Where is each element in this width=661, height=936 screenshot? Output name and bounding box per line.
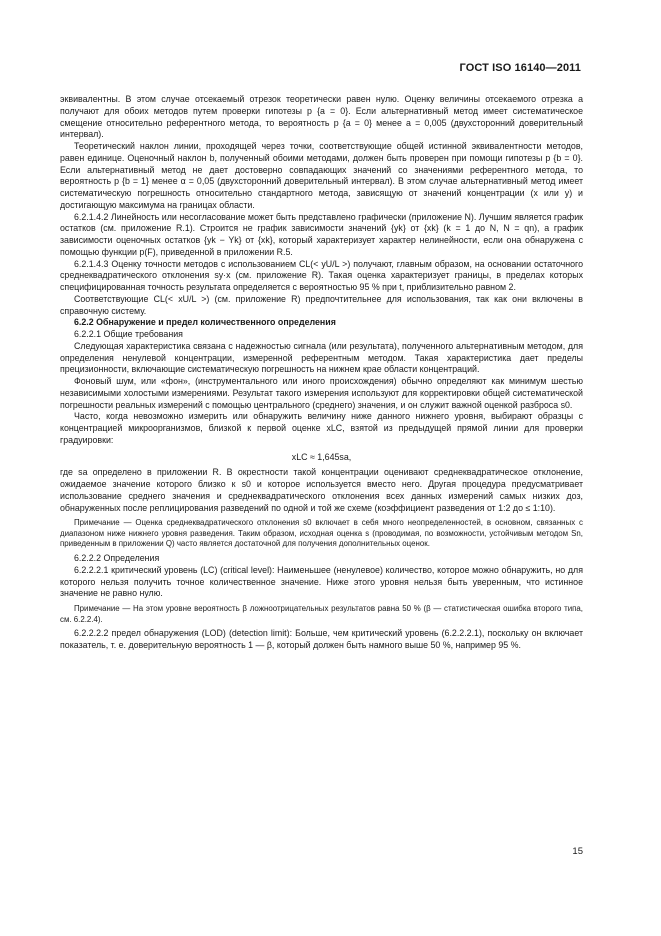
paragraph-intercept: эквивалентны. В этом случае отсекаемый отрезок теоретически равен нулю. Оценку величины отсекаемого отрезка a получают для обоих методов путем проверки гипотезы p {a = 0}. Если альтернативный метод имеет систематическое смещение относительно референтного метода, то вероятность p {a = 0} менее a = 0,005 (двухсторонний доверительный интервал).: [60, 94, 583, 140]
paragraph-reliability: Следующая характеристика связана с надежностью сигнала (или результата), полученного альтернативным методом, для определения ненулевой концентрации, измеренной референтным методом. Такая характеристика дает пределы прецизионности, включающие систематическую погрешность на нижнем крае области концентраций.: [60, 340, 583, 375]
formula-xlc: xLC ≈ 1,645sa,: [291, 451, 352, 462]
paragraph-background-noise: Фоновый шум, или «фон», (инструментального или иного происхождения) обычно определяют как минимум шестью независимыми холостыми измерениями. Результат такого измерения используют для корректировки общей систематической погрешности реальных измерений с помощью центрального (среднего) значения, и он служит важной оценкой разброса s0.: [60, 376, 583, 410]
page-number: 15: [572, 846, 583, 857]
subsection-heading-6-2-2-2: 6.2.2.2 Определения: [74, 553, 160, 564]
definition-detection-limit: 6.2.2.2.2 предел обнаружения (LOD) (detection limit): Больше, чем критический уровень (6.2.2.2.1), поскольку он включает показатель, т. е. доверительную вероятность 1 — β, который должен быть намного выше 50 %, например 95 %.: [60, 628, 583, 650]
paragraph-confidence-limits: Соответствующие CL(< xU/L >) (см. приложение R) предпочтительнее для использования, так как они включены в справочную систему.: [60, 293, 583, 316]
body-text: [60, 94, 583, 652]
definition-critical-level: 6.2.2.2.1 критический уровень (LC) (critical level): Наименьшее (ненулевое) количество, которое можно обнаружить, но для которого нельзя получить точное количественное значение. Ниже этого уровня нельзя быть уверенным, что истинное значение не равно нулю.: [60, 564, 583, 599]
paragraph-slope: Теоретический наклон линии, проходящей через точки, соответствующие общей истинной эквивалентности методов, равен единице. Оценочный наклон b, полученный обоими методами, должен быть проверен при помощи гипотезы p {b = 0}. Если альтернативный метод не дает достоверно совпадающих значений со значениями референтного метода, то вероятность p {b = 1} менее α = 0,05 (двухсторонний доверительный интервал). В этом случае альтернативный метод имеет систематическую погрешность относительно стандартного метода, зависящую от значений концентрации (x или y) и достигающую максимума на границах области.: [60, 141, 583, 210]
running-header: ГОСТ ISO 16140—2011: [459, 62, 581, 74]
clause-6-2-1-4-3: 6.2.1.4.3 Оценку точности методов с использованием CL(< yU/L >) получают, главным образом, на основании остаточного среднеквадратического отклонения sy·x (см. приложение R). Такая оценка характеризует границы, в пределах которых специфицированная точность результата определяется с вероятностью 95 % при t, приблизительно равном 2.: [60, 258, 583, 292]
paragraph-sa-definition: где sa определено в приложении R. В окрестности такой концентрации оценивают среднеквадратическое отклонение, ожидаемое значение которого близко к s0 и которое используется вместо него. Другая процедура предусматривает использование среднего значения и среднеквадратического отклонения всех данных измерений самых низких доз, обнаруженных после реплицирования разведений по одной и той же схеме (коэффициент разведения от 1:2 до ≤ 1:10).: [60, 467, 583, 513]
note-s0: Примечание — Оценка среднеквадратического отклонения s0 включает в себя много неопределенностей, в основном, связанных с диапазоном ниже нижнего уровня разведения. Таким образом, исходная оценка s (проводимая, по возможности, устойчивым методом Sn, приведенным в приложении Q) часто является достаточной для получения дополнительных оценок.: [60, 518, 583, 549]
note-beta: Примечание — На этом уровне вероятность β ложноотрицательных результатов равна 50 % (β — статистическая ошибка второго типа, см. 6.2.2.4).: [60, 604, 583, 624]
paragraph-lower-level: Часто, когда невозможно измерить или обнаружить величину ниже данного нижнего уровня, выбирают образцы с концентрацией микроорганизмов, близкой к первой оценке xLC, взятой из предыдущей прямой линии для проверки градуировки:: [60, 411, 583, 445]
section-heading-6-2-2: 6.2.2 Обнаружение и предел количественного определения: [74, 317, 336, 328]
clause-6-2-1-4-2: 6.2.1.4.2 Линейность или несогласование может быть представлено графически (приложение N). Лучшим является график остатков (см. приложение R.1). Строится не график зависимости значений {yk} от {xk} (k = 1 до N, N = qn), а график зависимости оценочных остатков {yk − Yk} от {xk}, который характеризует характер нелинейности, если она обнаружена с помощью функции p(F), приведенной в приложении R.5.: [60, 211, 583, 257]
subsection-heading-6-2-2-1: 6.2.2.1 Общие требования: [74, 329, 183, 339]
